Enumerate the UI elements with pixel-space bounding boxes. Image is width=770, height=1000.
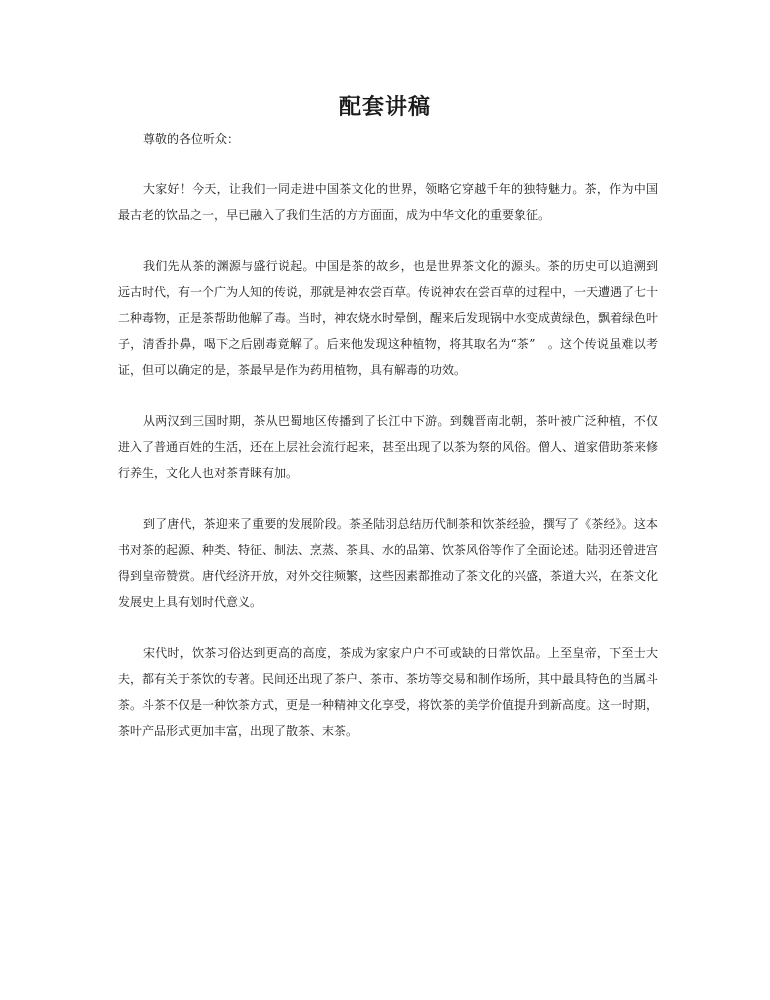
- page-title: 配套讲稿: [338, 94, 431, 120]
- paragraph-song: 宋代时，饮茶习俗达到更高的高度，茶成为家家户户不可或缺的日常饮品。上至皇帝，下至士大夫，都有关于茶饮的专著。民间还出现了茶户、茶市、茶坊等交易和制作场所，其中最具特色的当属斗茶。斗茶不仅是一种饮茶方式，更是一种精神文化享受，将饮茶的美学价值提升到新高度。这一时期，茶叶产品形式更加丰富，出现了散茶、末茶。: [118, 646, 659, 738]
- paragraph-han-wei: 从两汉到三国时期，茶从巴蜀地区传播到了长江中下游。到魏晋南北朝，茶叶被广泛种植，不仅进入了普通百姓的生活，还在上层社会流行起来，甚至出现了以茶为祭的风俗。僧人、道家借助茶来修行养生，文化人也对茶青睐有加。: [118, 414, 659, 480]
- greeting-line: 尊敬的各位听众：: [143, 132, 240, 146]
- paragraph-tang: 到了唐代，茶迎来了重要的发展阶段。茶圣陆羽总结历代制茶和饮茶经验，撰写了《茶经》。这本书对茶的起源、种类、特征、制法、烹蒸、茶具、水的品第、饮茶风俗等作了全面论述。陆羽还曾进宫得到皇帝赞赏。唐代经济开放，对外交往频繁，这些因素都推动了茶文化的兴盛，茶道大兴，在茶文化发展史上具有划时代意义。: [118, 517, 659, 609]
- speech-body: [118, 176, 658, 769]
- paragraph-origin: 我们先从茶的渊源与盛行说起。中国是茶的故乡，也是世界茶文化的源头。茶的历史可以追溯到远古时代，有一个广为人知的传说，那就是神农尝百草。传说神农在尝百草的过程中，一天遭遇了七十二种毒物，正是茶帮助他解了毒。当时，神农烧水时晕倒，醒来后发现锅中水变成黄绿色，飘着绿色叶子，清香扑鼻，喝下之后剧毒竟解了。后来他发现这种植物，将其取名为“茶” 。这个传说虽难以考证，但可以确定的是，茶最早是作为药用植物，具有解毒的功效。: [118, 259, 659, 377]
- paragraph-intro: 大家好！今天，让我们一同走进中国茶文化的世界，领略它穿越千年的独特魅力。茶，作为中国最古老的饮品之一，早已融入了我们生活的方方面面，成为中华文化的重要象征。: [118, 182, 658, 222]
